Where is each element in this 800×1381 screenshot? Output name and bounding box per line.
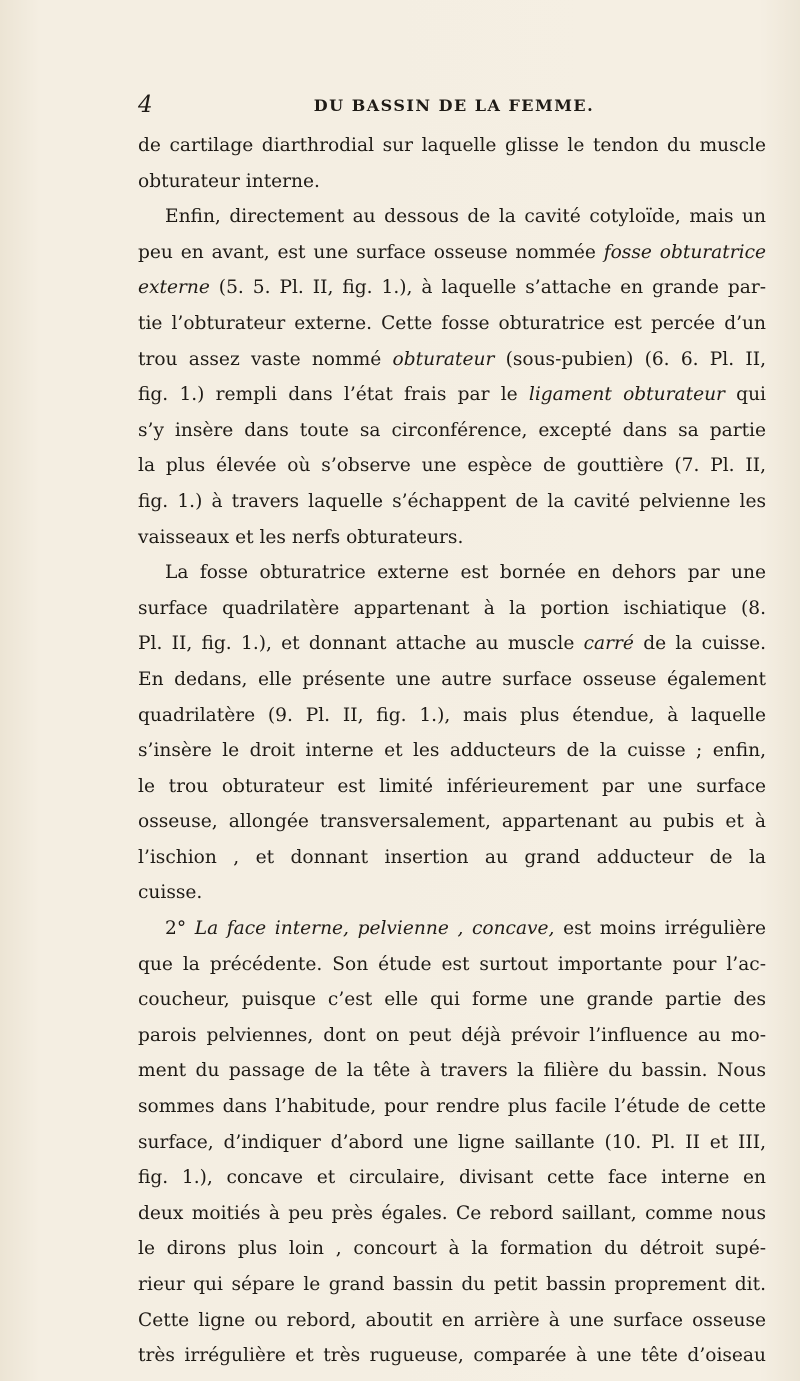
text-line: cuisse. bbox=[138, 882, 203, 904]
text-line: fig. 1.), concave et circulaire, divisant cette face interne en bbox=[138, 1167, 766, 1189]
text-line: ment du passage de la tête à travers la filière du bassin. Nous bbox=[138, 1060, 766, 1082]
text-line: l’ischion , et donnant insertion au grand adducteur de la bbox=[138, 846, 766, 868]
text-line: tie l’obturateur externe. Cette fosse obturatrice est percée d’un bbox=[138, 312, 766, 334]
text-line: Enfin, directement au dessous de la cavité cotyloïde, mais un bbox=[165, 206, 766, 228]
text-line: trou assez vaste nommé obturateur (sous-pubien) (6. 6. Pl. II, bbox=[138, 348, 766, 370]
text-line: deux moitiés à peu près égales. Ce rebord saillant, comme nous bbox=[138, 1202, 766, 1224]
text-line: surface, d’indiquer d’abord une ligne saillante (10. Pl. II et III, bbox=[138, 1131, 766, 1153]
text-line: externe (5. 5. Pl. II, fig. 1.), à laquelle s’attache en grande par- bbox=[138, 277, 766, 299]
text-line: la plus élevée où s’observe une espèce de gouttière (7. Pl. II, bbox=[138, 455, 766, 477]
text-line: Cette ligne ou rebord, aboutit en arrière à une surface osseuse bbox=[138, 1309, 766, 1331]
running-title: DU BASSIN DE LA FEMME. bbox=[313, 96, 595, 115]
text-line: coucheur, puisque c’est elle qui forme une grande partie des bbox=[138, 989, 766, 1011]
text-line: osseuse, allongée transversalement, appartenant au pubis et à bbox=[138, 811, 766, 833]
text-line: fig. 1.) à travers laquelle s’échappent de la cavité pelvienne les bbox=[138, 490, 766, 512]
page-number: 4 bbox=[138, 92, 153, 118]
text-line: vaisseaux et les nerfs obturateurs. bbox=[138, 526, 464, 548]
page-header bbox=[138, 92, 770, 120]
text-line: s’insère le droit interne et les adducteurs de la cuisse ; enfin, bbox=[138, 740, 766, 762]
text-line: En dedans, elle présente une autre surface osseuse également bbox=[138, 668, 766, 690]
text-line: surface quadrilatère appartenant à la portion ischiatique (8. bbox=[138, 597, 766, 619]
text-line: sommes dans l’habitude, pour rendre plus facile l’étude de cette bbox=[138, 1096, 766, 1118]
text-line: que la précédente. Son étude est surtout importante pour l’ac- bbox=[138, 953, 766, 975]
text-line: obturateur interne. bbox=[138, 170, 320, 192]
text-line: La fosse obturatrice externe est bornée en dehors par une bbox=[165, 562, 766, 584]
text-line: le dirons plus loin , concourt à la formation du détroit supé- bbox=[138, 1238, 766, 1260]
body-text bbox=[138, 128, 766, 1374]
text-line: s’y insère dans toute sa circonférence, excepté dans sa partie bbox=[138, 419, 766, 441]
text-line: parois pelviennes, dont on peut déjà prévoir l’influence au mo- bbox=[138, 1024, 766, 1046]
text-line: très irrégulière et très rugueuse, comparée à une tête d’oiseau bbox=[138, 1345, 766, 1367]
text-line: de cartilage diarthrodial sur laquelle glisse le tendon du muscle bbox=[138, 135, 766, 156]
text-line: 2° La face interne, pelvienne , concave, est moins irrégulière bbox=[165, 918, 767, 940]
text-line: Pl. II, fig. 1.), et donnant attache au muscle carré de la cuisse. bbox=[138, 633, 766, 655]
text-line: le trou obturateur est limité inférieurement par une surface bbox=[138, 775, 766, 797]
text-line: peu en avant, est une surface osseuse nommée fosse obturatrice bbox=[138, 241, 766, 263]
text-line: quadrilatère (9. Pl. II, fig. 1.), mais plus étendue, à laquelle bbox=[138, 704, 766, 726]
text-line: fig. 1.) rempli dans l’état frais par le ligament obturateur qui bbox=[138, 384, 766, 406]
text-line: rieur qui sépare le grand bassin du petit bassin proprement dit. bbox=[138, 1274, 766, 1295]
